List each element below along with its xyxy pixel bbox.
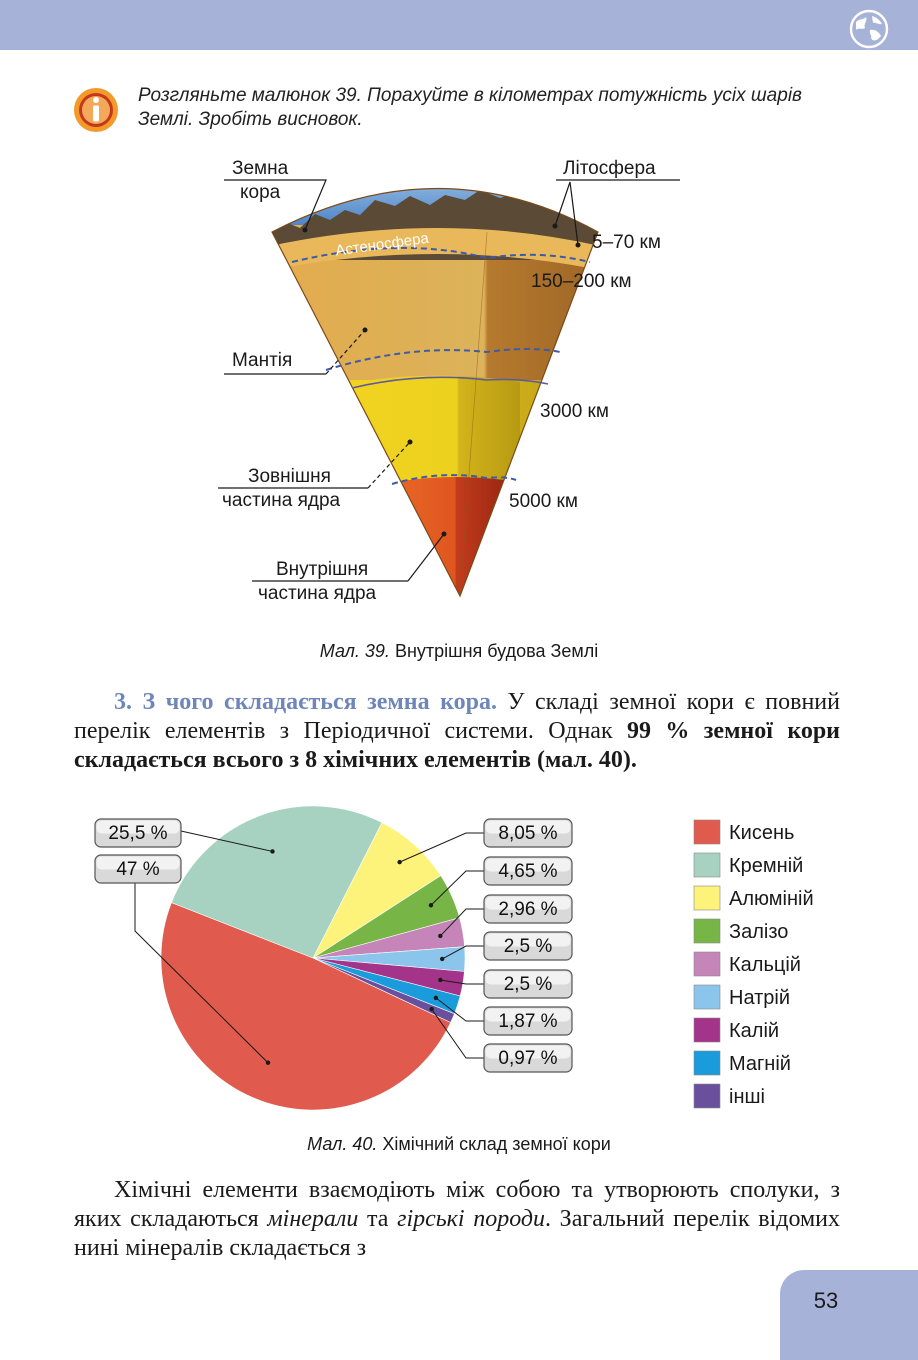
legend-swatch-8 [694, 1084, 720, 1108]
lithosphere-label: Літосфера [563, 158, 656, 179]
section3-text1: У складі земної кори є повний перелік елементів з Періодичної системи. Однак [74, 689, 840, 744]
legend-label-3: Залізо [729, 921, 789, 943]
top-band [0, 0, 918, 50]
pie-data-label-2: 8,05 % [498, 823, 558, 844]
mantle-label: Мантія [232, 350, 293, 371]
figure40-caption-text: Хімічний склад земної кори [377, 1134, 611, 1154]
pie-data-label-0: 47 % [116, 859, 160, 880]
asthenosphere-label: Астеносфера [334, 229, 430, 260]
closing-text3: . Загальний перелік відомих нині мінералів складається з [74, 1206, 841, 1261]
globe-icon [848, 8, 890, 50]
section3-paragraph [74, 688, 840, 775]
figure39-caption-text: Внутрішня будова Землі [389, 641, 599, 661]
inner-core-label-line2: частина ядра [258, 583, 377, 604]
legend-label-5: Натрій [729, 987, 791, 1009]
pie-data-label-7: 1,87 % [498, 1011, 558, 1032]
pie-data-label-1: 25,5 % [108, 823, 168, 844]
page-tab [780, 1270, 918, 1360]
pie-data-label-3: 4,65 % [498, 861, 558, 882]
info-icon [72, 86, 120, 134]
depth-label-2: 150–200 км [531, 271, 632, 292]
crust-composition-chart [0, 805, 918, 1125]
pie-data-label-6: 2,5 % [503, 974, 553, 995]
legend-swatch-3 [694, 919, 720, 943]
legend-swatch-6 [694, 1018, 720, 1042]
legend-swatch-7 [694, 1051, 720, 1075]
depth-label-4: 5000 км [509, 491, 578, 512]
closing-paragraph [74, 1176, 840, 1263]
crust-label-line2: кора [240, 182, 281, 203]
page-number: 53 [813, 1288, 839, 1313]
pie-data-label-5: 2,5 % [503, 936, 553, 957]
closing-em2: гірські породи [397, 1206, 546, 1232]
figure39-caption [0, 641, 918, 662]
legend-swatch-4 [694, 952, 720, 976]
legend-swatch-2 [694, 886, 720, 910]
info-text: Розгляньте малюнок 39. Порахуйте в кілометрах потужність усіх шарів Землі. Зробіть висновок. [138, 85, 802, 130]
outer-core-label-line2: частина ядра [222, 490, 341, 511]
depth-label-1: 5–70 км [592, 232, 661, 253]
legend-swatch-5 [694, 985, 720, 1009]
depth-label-3: 3000 км [540, 401, 609, 422]
legend-label-1: Кремній [729, 855, 804, 877]
legend-label-7: Магній [729, 1053, 791, 1075]
closing-em1: мінерали [267, 1206, 359, 1232]
legend-label-4: Кальцій [729, 954, 801, 976]
figure40-caption [0, 1134, 918, 1155]
section3-strong: 99 % земної кори складається всього з 8 хімічних елементів (мал. 40). [74, 718, 841, 773]
closing-text2: та [358, 1206, 398, 1232]
earth-structure-figure [0, 140, 918, 620]
legend-label-0: Кисень [729, 822, 795, 844]
crust-label-line1: Земна [232, 158, 289, 179]
closing-text1: Хімічні елементи взаємодіють між собою та утворюють сполуки, з яких складаються [74, 1177, 840, 1232]
figure40-caption-num: Мал. 40. [307, 1134, 378, 1154]
pie-leader-dot-2 [397, 860, 401, 864]
legend-label-6: Калій [729, 1020, 780, 1042]
legend-label-8: інші [729, 1086, 765, 1108]
inner-core-layer [380, 477, 505, 620]
pie-data-label-4: 2,96 % [498, 899, 558, 920]
section3-heading: 3. З чого складається земна кора. [114, 689, 497, 715]
legend-swatch-1 [694, 853, 720, 877]
legend-label-2: Алюміній [729, 888, 814, 910]
legend-swatch-0 [694, 820, 720, 844]
figure39-caption-num: Мал. 39. [319, 641, 390, 661]
outer-core-label-line1: Зовнішня [248, 466, 331, 487]
inner-core-label-line1: Внутрішня [276, 559, 369, 580]
pie-data-label-8: 0,97 % [498, 1048, 558, 1069]
